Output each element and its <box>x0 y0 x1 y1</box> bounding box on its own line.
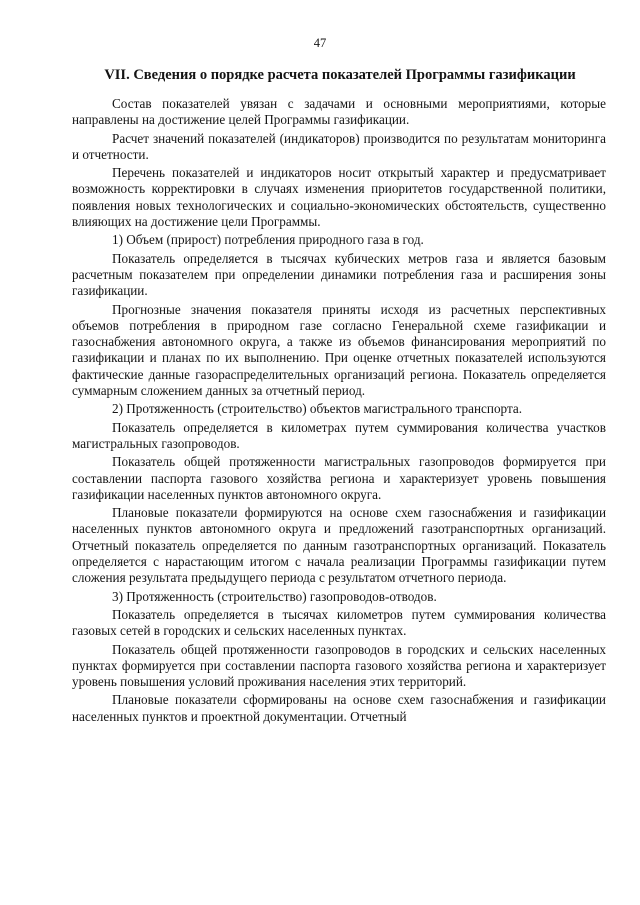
paragraph: Плановые показатели сформированы на основе схем газоснабжения и газификации населенных пунктов и проектной документации. Отчетный <box>72 692 606 724</box>
paragraph: Показатель определяется в тысячах кубических метров газа и является базовым расчетным показателем при определении динамики потребления газа и расширения зоны газификации. <box>72 250 606 299</box>
numbered-item-heading: 3) Протяженность (строительство) газопроводов-отводов. <box>112 588 437 604</box>
paragraph: Показатель общей протяженности газопроводов в городских и сельских населенных пунктах формируется при составлении паспорта газового хозяйства региона и характеризует уровень повышения условий проживания населения этих территорий. <box>72 641 606 690</box>
paragraph: Плановые показатели формируются на основе схем газоснабжения и газификации населенных пунктов автономного округа и предложений газотранспортных организаций. Отчетный показатель определяется по данным газотранспортных организаций. Показатель определяется с нарастающим итогом с начала реализации Программы газификации путем сложения результата предыдущего периода с результатом отчетного периода. <box>72 505 606 586</box>
numbered-item-heading: 2) Протяженность (строительство) объектов магистрального транспорта. <box>112 401 523 417</box>
section-heading: VII. Сведения о порядке расчета показателей Программы газификации <box>104 67 576 83</box>
paragraph: Перечень показателей и индикаторов носит открытый характер и предусматривает возможность корректировки в случаях изменения приоритетов государственной политики, появления новых технологических и социально-экономических обстоятельств, существенно влияющих на достижение цели Программы. <box>72 165 606 230</box>
paragraph: Расчет значений показателей (индикаторов) производится по результатам мониторинга и отчетности. <box>72 130 606 162</box>
paragraph: Показатель определяется в километрах путем суммирования количества участков магистральных газопроводов. <box>72 419 606 451</box>
paragraph: Показатель общей протяженности магистральных газопроводов формируется при составлении паспорта газового хозяйства региона и характеризует уровень повышения газификации населенных пунктов автономного округа. <box>72 454 606 502</box>
paragraph: Прогнозные значения показателя приняты исходя из расчетных перспективных объемов потребления в природном газе согласно Генеральной схеме газификации и газоснабжения автономного округа, а также из объемов финансирования мероприятий по газификации и планах по их выполнению. При оценке отчетных показателей используются фактические данные газораспределительных организаций региона. Показатель определяется суммарным сложением данных за отчетный период. <box>72 301 606 399</box>
numbered-item-heading: 1) Объем (прирост) потребления природного газа в год. <box>112 232 424 248</box>
page-number: 47 <box>313 36 327 50</box>
paragraph: Показатель определяется в тысячах километров путем суммирования количества газовых сетей в городских и сельских населенных пунктах. <box>72 606 606 639</box>
section-body <box>72 96 606 727</box>
paragraph: Состав показателей увязан с задачами и основными мероприятиями, которые направлены на достижение целей Программы газификации. <box>72 96 606 128</box>
